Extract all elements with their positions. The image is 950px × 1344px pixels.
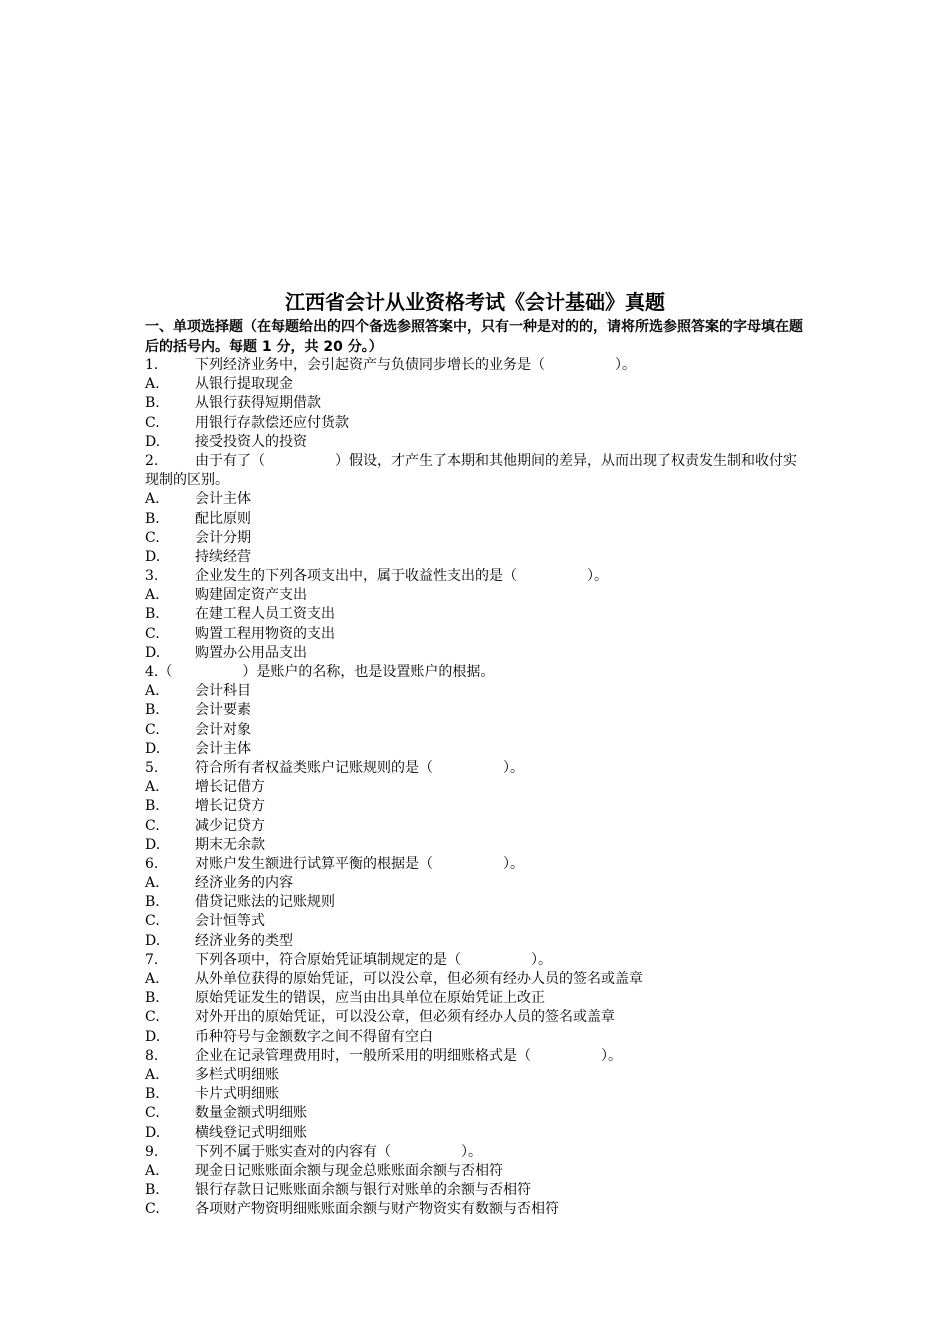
option-letter: D. bbox=[145, 548, 161, 565]
option-letter: B. bbox=[145, 1182, 160, 1199]
option-item bbox=[145, 970, 810, 989]
option-text: 银行存款日记账账面余额与银行对账单的余额与否相符 bbox=[195, 1182, 531, 1199]
option-letter: A. bbox=[145, 587, 160, 604]
option-text: 用银行存款偿还应付货款 bbox=[195, 414, 349, 431]
option-item bbox=[145, 912, 810, 931]
option-letter: D. bbox=[145, 644, 161, 661]
question-text: 企业在记录管理费用时，一般所采用的明细账格式是（ ）。 bbox=[195, 1047, 622, 1064]
option-item bbox=[145, 375, 810, 394]
option-item bbox=[145, 701, 810, 720]
question-stem bbox=[145, 356, 810, 375]
option-item bbox=[145, 797, 810, 816]
option-letter: A. bbox=[145, 779, 160, 796]
option-letter: B. bbox=[145, 990, 160, 1007]
option-text: 各项财产物资明细账账面余额与财产物资实有数额与否相符 bbox=[195, 1201, 559, 1218]
option-text: 原始凭证发生的错误，应当由出具单位在原始凭证上改正 bbox=[195, 990, 545, 1007]
option-text: 在建工程人员工资支出 bbox=[195, 606, 335, 623]
option-letter: B. bbox=[145, 395, 160, 412]
question-stem bbox=[145, 951, 810, 970]
option-letter: B. bbox=[145, 894, 160, 911]
option-letter: B. bbox=[145, 1086, 160, 1103]
question-text: 企业发生的下列各项支出中，属于收益性支出的是（ ）。 bbox=[195, 568, 608, 585]
option-item bbox=[145, 644, 810, 663]
option-letter: D. bbox=[145, 740, 161, 757]
option-text: 经济业务的内容 bbox=[195, 875, 293, 892]
question-number: 9. bbox=[145, 1143, 159, 1160]
option-text: 横线登记式明细账 bbox=[195, 1124, 307, 1141]
option-letter: A. bbox=[145, 971, 160, 988]
option-item bbox=[145, 893, 810, 912]
option-letter: A. bbox=[145, 491, 160, 508]
question-list bbox=[145, 356, 810, 1219]
question-number: 1. bbox=[145, 357, 159, 373]
option-item bbox=[145, 1066, 810, 1085]
option-text: 购置工程用物资的支出 bbox=[195, 625, 335, 642]
option-letter: C. bbox=[145, 625, 160, 642]
option-text: 多栏式明细账 bbox=[195, 1066, 279, 1083]
option-text: 借贷记账法的记账规则 bbox=[195, 894, 335, 911]
question-stem bbox=[145, 759, 810, 778]
option-text: 会计主体 bbox=[195, 491, 251, 508]
option-item bbox=[145, 721, 810, 740]
option-item bbox=[145, 586, 810, 605]
option-text: 会计对象 bbox=[195, 721, 251, 738]
option-item bbox=[145, 490, 810, 509]
option-item bbox=[145, 836, 810, 855]
option-letter: D. bbox=[145, 836, 161, 853]
question-stem bbox=[145, 567, 810, 586]
option-item bbox=[145, 1124, 810, 1143]
option-item bbox=[145, 740, 810, 759]
option-item bbox=[145, 682, 810, 701]
option-letter: B. bbox=[145, 798, 160, 815]
option-text: 期末无余款 bbox=[195, 836, 265, 853]
option-letter: C. bbox=[145, 721, 160, 738]
option-item bbox=[145, 1162, 810, 1181]
option-letter: B. bbox=[145, 510, 160, 527]
option-item bbox=[145, 1008, 810, 1027]
option-item bbox=[145, 989, 810, 1008]
option-text: 币种符号与金额数字之间不得留有空白 bbox=[195, 1028, 433, 1045]
option-text: 会计恒等式 bbox=[195, 913, 265, 930]
question-text: 下列经济业务中，会引起资产与负债同步增长的业务是（ ）。 bbox=[195, 357, 636, 373]
option-item bbox=[145, 510, 810, 529]
option-text: 从外单位获得的原始凭证，可以没公章，但必须有经办人员的签名或盖章 bbox=[195, 971, 643, 988]
question-wrapped-block bbox=[145, 452, 810, 490]
option-item bbox=[145, 548, 810, 567]
option-text: 会计主体 bbox=[195, 740, 251, 757]
option-text: 购建固定资产支出 bbox=[195, 587, 307, 604]
question-number: 2. bbox=[145, 452, 159, 469]
option-item bbox=[145, 874, 810, 893]
question-stem bbox=[145, 452, 810, 490]
option-item bbox=[145, 1028, 810, 1047]
option-item bbox=[145, 932, 810, 951]
question-stem bbox=[145, 855, 810, 874]
option-letter: A. bbox=[145, 376, 160, 393]
option-text: 增长记借方 bbox=[195, 779, 265, 796]
option-letter: A. bbox=[145, 875, 160, 892]
option-letter: D. bbox=[145, 1124, 161, 1141]
question-stem bbox=[145, 1143, 810, 1162]
question-text: 由于有了（ ）假设，才产生了本期和其他期间的差异，从而出现了权责发生制和收付实现制的区别。 bbox=[145, 452, 797, 489]
option-letter: B. bbox=[145, 702, 160, 719]
option-item bbox=[145, 1104, 810, 1123]
option-text: 现金日记账账面余额与现金总账账面余额与否相符 bbox=[195, 1162, 503, 1179]
option-item bbox=[145, 433, 810, 452]
option-letter: D. bbox=[145, 1028, 161, 1045]
option-text: 从银行提取现金 bbox=[195, 376, 293, 393]
option-letter: C. bbox=[145, 1009, 160, 1026]
question-text: 下列各项中，符合原始凭证填制规定的是（ ）。 bbox=[195, 951, 552, 968]
option-letter: A. bbox=[145, 1162, 160, 1179]
option-item bbox=[145, 414, 810, 433]
question-text: 下列不属于账实查对的内容有（ ）。 bbox=[195, 1143, 482, 1160]
option-letter: C. bbox=[145, 529, 160, 546]
option-text: 从银行获得短期借款 bbox=[195, 395, 321, 412]
option-letter: C. bbox=[145, 414, 160, 431]
question-number: 5. bbox=[145, 759, 159, 776]
question-text: 符合所有者权益类账户记账规则的是（ ）。 bbox=[195, 759, 524, 776]
option-item bbox=[145, 1181, 810, 1200]
option-letter: C. bbox=[145, 913, 160, 930]
option-text: 配比原则 bbox=[195, 510, 251, 527]
option-item bbox=[145, 394, 810, 413]
option-text: 购置办公用品支出 bbox=[195, 644, 307, 661]
option-letter: A. bbox=[145, 1066, 160, 1083]
option-letter: C. bbox=[145, 1105, 160, 1122]
question-stem bbox=[145, 663, 810, 682]
option-text: 持续经营 bbox=[195, 548, 251, 565]
option-item bbox=[145, 529, 810, 548]
question-text: 对账户发生额进行试算平衡的根据是（ ）。 bbox=[195, 855, 524, 872]
option-item bbox=[145, 1200, 810, 1219]
question-number: 6. bbox=[145, 855, 159, 872]
option-letter: D. bbox=[145, 433, 161, 450]
question-number: 3. bbox=[145, 568, 159, 585]
option-letter: C. bbox=[145, 817, 160, 834]
option-text: 对外开出的原始凭证，可以没公章，但必须有经办人员的签名或盖章 bbox=[195, 1009, 615, 1026]
option-text: 接受投资人的投资 bbox=[195, 433, 307, 450]
option-text: 经济业务的类型 bbox=[195, 932, 293, 949]
question-number: 4. bbox=[145, 664, 159, 681]
option-letter: A. bbox=[145, 683, 160, 700]
section-heading: 一、单项选择题（在每题给出的四个备选参照答案中，只有一种是对的的，请将所选参照答案的字母填在题后的括号内。每题 1 分，共 20 分。） bbox=[145, 319, 803, 355]
question-number: 8. bbox=[145, 1047, 159, 1064]
option-item bbox=[145, 778, 810, 797]
question-number: 7. bbox=[145, 951, 159, 968]
question-stem bbox=[145, 1047, 810, 1066]
option-letter: C. bbox=[145, 1201, 160, 1218]
option-text: 数量金额式明细账 bbox=[195, 1105, 307, 1122]
option-text: 会计要素 bbox=[195, 702, 251, 719]
option-text: 增长记贷方 bbox=[195, 798, 265, 815]
question-text: （ ）是账户的名称，也是设置账户的根据。 bbox=[158, 664, 495, 681]
option-item bbox=[145, 1085, 810, 1104]
option-text: 卡片式明细账 bbox=[195, 1086, 279, 1103]
option-item bbox=[145, 625, 810, 644]
option-letter: B. bbox=[145, 606, 160, 623]
option-item bbox=[145, 817, 810, 836]
page-title: 江西省会计从业资格考试《会计基础》真题 bbox=[285, 290, 665, 314]
option-text: 减少记贷方 bbox=[195, 817, 265, 834]
option-text: 会计分期 bbox=[195, 529, 251, 546]
option-item bbox=[145, 605, 810, 624]
option-letter: D. bbox=[145, 932, 161, 949]
option-text: 会计科目 bbox=[195, 683, 251, 700]
